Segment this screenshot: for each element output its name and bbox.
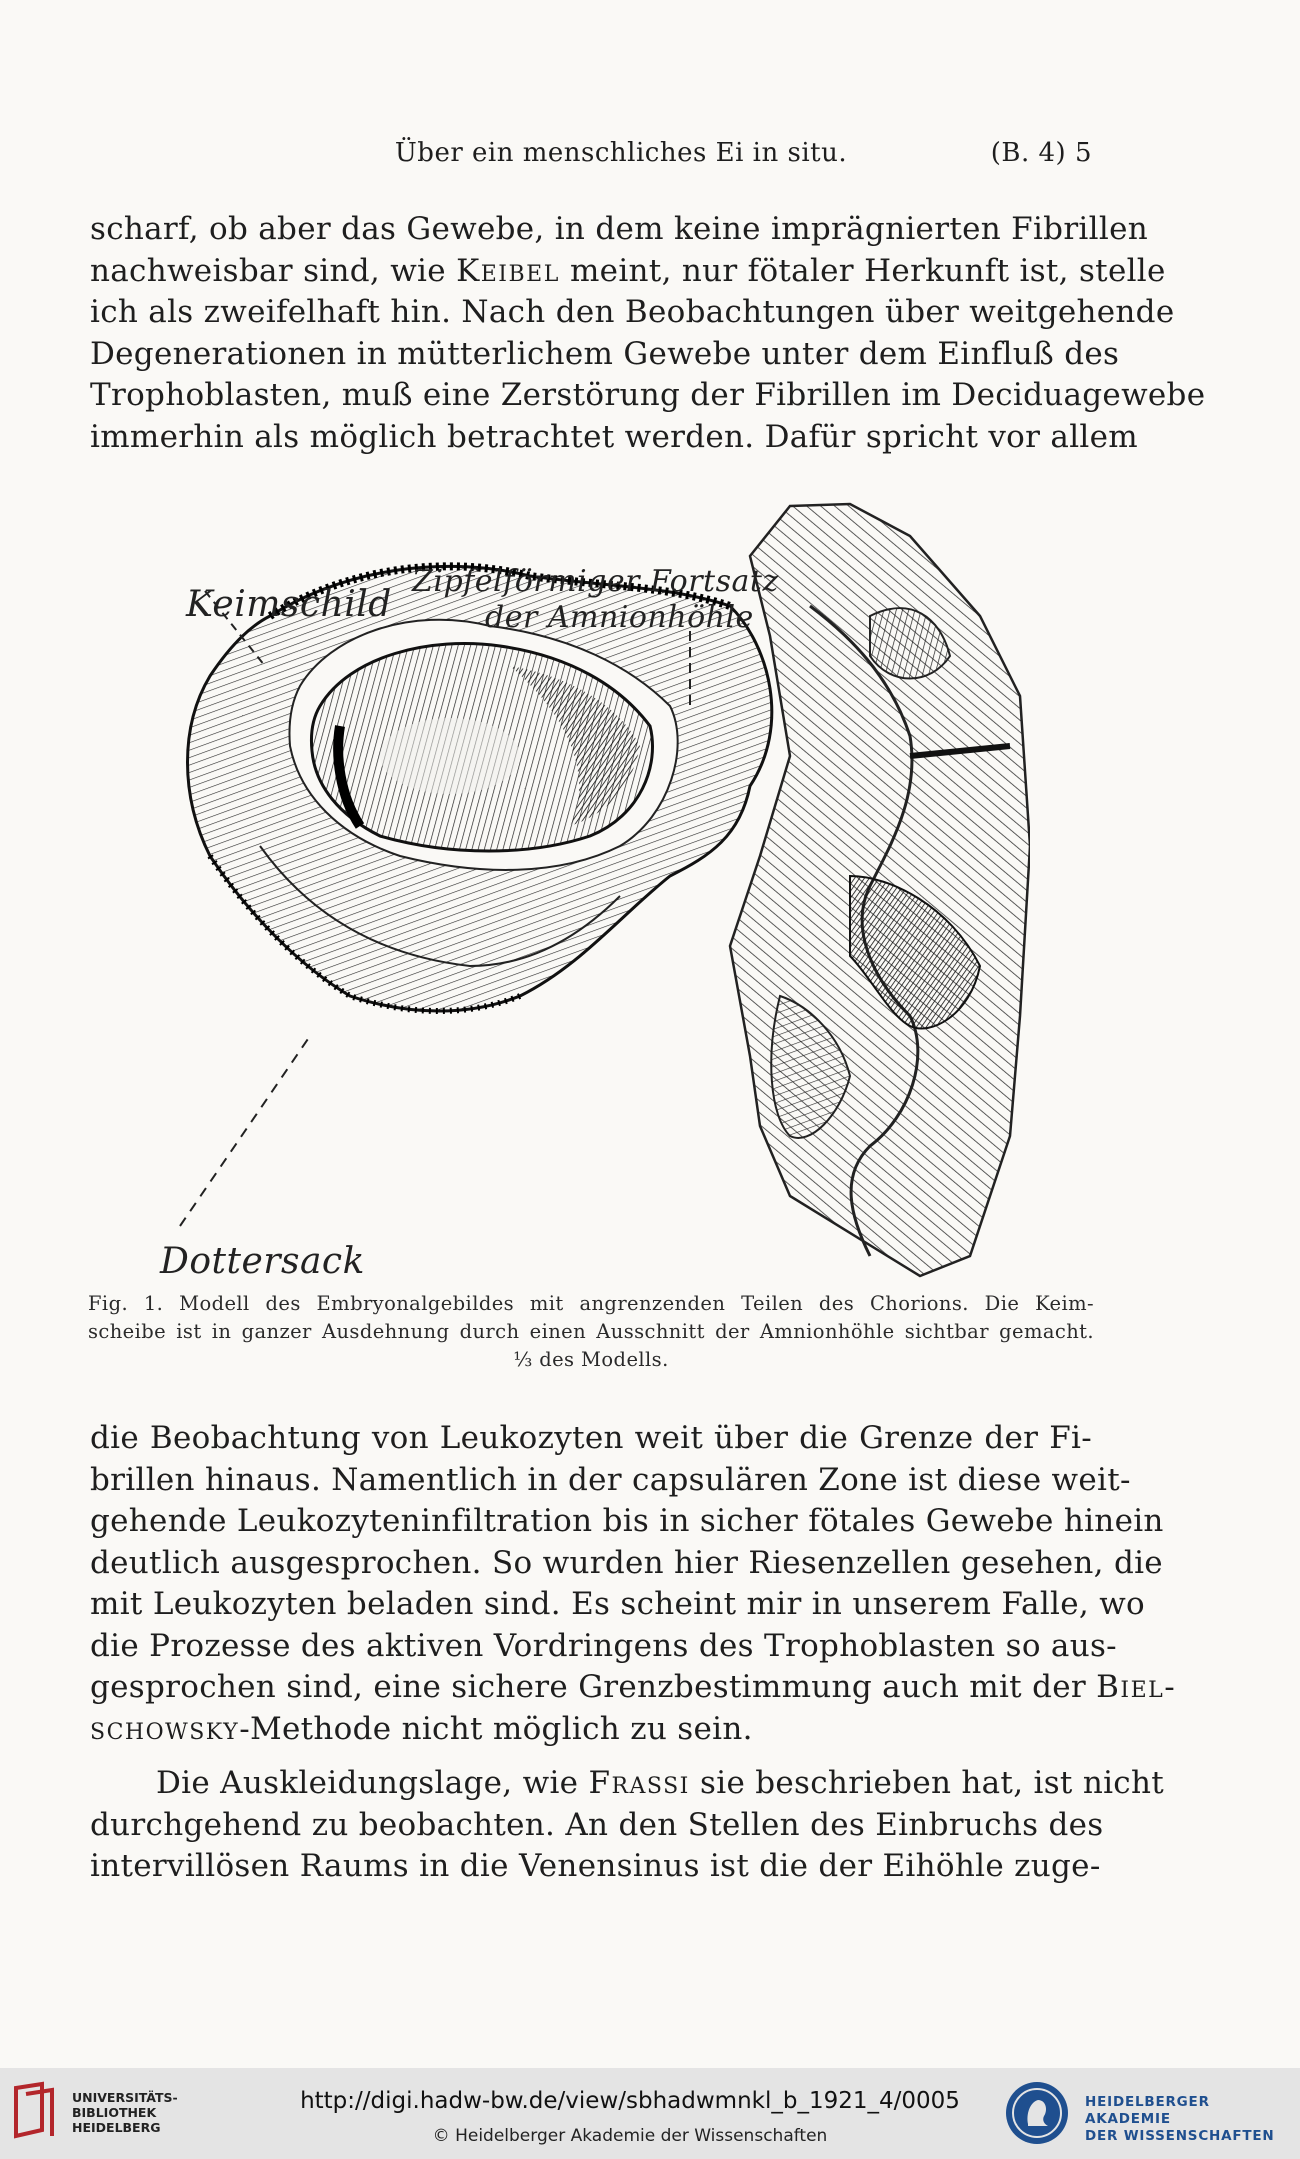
text-line: immerhin als möglich betrachtet werden. Dafür spricht vor allem (90, 418, 1138, 455)
page-reference: (B. 4) 5 (990, 138, 1092, 168)
text-line: scharf, ob aber das Gewebe, in dem keine imprägnierten Fibrillen (90, 211, 1148, 247)
author-name: Frassi (588, 1765, 690, 1801)
text-line: die Beobachtung von Leukozyten weit über die Grenze der Fi- (90, 1420, 1092, 1456)
caption-line: scheibe ist in ganzer Ausdehnung durch einen Ausschnitt der Amnionhöhle sichtbar gemacht. (88, 1320, 1094, 1343)
figure-caption (88, 1290, 1094, 1374)
text-line: deutlich ausgesprochen. So wurden hier Riesenzellen gesehen, die (90, 1544, 1163, 1581)
caption-line: ⅓ des Modells. (513, 1348, 669, 1371)
hadw-logo-text: HEIDELBERGER AKADEMIE DER WISSENSCHAFTEN (1085, 2094, 1275, 2144)
text-line: die Prozesse des aktiven Vordringens des Trophoblasten so aus- (90, 1627, 1117, 1664)
text-line: Trophoblasten, muß eine Zerstörung der Fibrillen im Deciduagewebe (90, 377, 1206, 413)
text-line: ich als zweifelhaft hin. Nach den Beobachtungen über weitgehende (90, 294, 1175, 330)
copyright-notice: © Heidelberger Akademie der Wissenschaften (432, 2126, 828, 2146)
text-line: schowsky-Methode nicht möglich zu sein. (90, 1710, 753, 1747)
caption-line: Fig. 1. Modell des Embryonalgebildes mit angrenzenden Teilen des Chorions. Die Keim- (88, 1292, 1094, 1315)
text-line: mit Leukozyten beladen sind. Es scheint mir in unserem Falle, wo (90, 1586, 1146, 1622)
text-line: Die Auskleidungslage, wie Frassi sie beschrieben hat, ist nicht (156, 1765, 1164, 1801)
text-line: Degenerationen in mütterlichem Gewebe unter dem Einfluß des (90, 335, 1120, 372)
text-line: gesprochen sind, eine sichere Grenzbestimmung auch mit der Biel- (90, 1669, 1177, 1705)
text-line: durchgehend zu beobachten. An den Stellen des Einbruchs des (90, 1806, 1104, 1843)
body-paragraph-2 (90, 1418, 1177, 1750)
label-dottersack: Dottersack (160, 1241, 365, 1282)
body-paragraph-1 (90, 209, 1206, 458)
running-header (90, 138, 1092, 174)
label-keimschild: Keimschild (186, 584, 392, 625)
ub-logo-text: UNIVERSITÄTS- BIBLIOTHEK HEIDELBERG (72, 2090, 178, 2135)
author-name: schowsky (90, 1710, 240, 1747)
source-url-link[interactable]: http://digi.hadw-bw.de/view/sbhadwmnkl_b_1921_4/0005 (300, 2088, 960, 2114)
body-paragraph-3 (90, 1763, 1164, 1888)
footer-bar (0, 2068, 1300, 2159)
author-name: Biel- (1096, 1669, 1177, 1705)
hadw-seal-icon (1004, 2080, 1070, 2146)
figure-embryo-model (150, 496, 1030, 1286)
running-title: Über ein menschliches Ei in situ. (394, 138, 848, 168)
text-line: intervillösen Raums in die Venensinus ist die der Eihöhle zuge- (90, 1848, 1101, 1884)
text-line: gehende Leukozyteninfiltration bis in sicher fötales Gewebe hinein (90, 1503, 1164, 1539)
label-fortsatz-line1: Zipfelförmiger Fortsatz (412, 564, 779, 599)
text-line: brillen hinaus. Namentlich in der capsulären Zone ist diese weit- (90, 1461, 1131, 1498)
label-fortsatz-line2: der Amnionhöhle (485, 600, 754, 635)
text-line: nachweisbar sind, wie Keibel meint, nur fötaler Herkunft ist, stelle (90, 252, 1166, 289)
author-name: Keibel (456, 252, 560, 289)
